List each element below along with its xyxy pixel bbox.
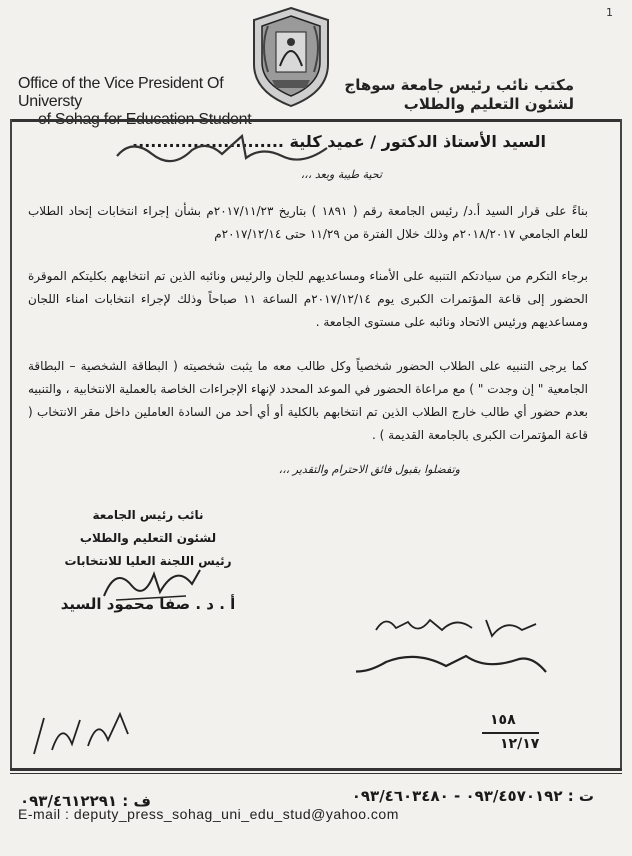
reference-stamp [482,712,539,752]
signature-committee: رئيس اللجنة العليا للانتخابات [64,554,232,568]
header-en-line2: of Sohag for Education Student [38,111,252,128]
fax-number: ف : ٠٩٣/٤٦١٢٢٩١ [20,792,151,810]
handwritten-date [28,700,138,760]
handwritten-note [356,600,556,700]
header-ar-line1: مكتب نائب رئيس جامعة سوهاج [344,76,574,94]
page-mark: 1 [606,6,613,19]
closing-line: وتفضلوا بقبول فائق الاحترام والتقدير ،،، [278,463,460,476]
university-logo [248,6,334,108]
paragraph-decision: بناءً على قرار السيد أ.د/ رئيس الجامعة رقم ( ١٨٩١ ) بتاريخ ٢٠١٧/١١/٢٣م بشأن إجراء انتخابات إتحاد الطلاب للعام الجامعي ٢٠١٨/٢٠١٧م وذلك خلال الفترة من ١١/٢٩ حتى ٢٠١٧/١٢/١٤م [28,204,588,241]
signature-title: نائب رئيس الجامعة [92,508,204,522]
paragraph-instructions: كما يرجى التنبيه على الطلاب الحضور شخصياً وكل طالب معه ما يثبت شخصيته ( البطاقة الشخصية – البطاقة الجامعية " إن وجدت " ) مع مراعاة الحضور في الموعد المحدد لإنهاء الإجراءات الخاصة بالعملية الانتخابية ، والتنبيه بعدم حضور أي طالب خارج الطلاب الذين تم انتخابهم بالكلية أو أي أحد من السادة العاملين داخل مقر الانتخاب ( قاعة المؤتمرات الكبرى بالجامعة القديمة ) . [28,359,588,442]
salutation: السيد الأستاذ الدكتور / عميد كلية ......................... [132,132,546,151]
reference-number: ١٥٨ [490,712,516,728]
frame-bottom-rule [10,768,622,771]
email-address[interactable]: E-mail : deputy_press_sohag_uni_edu_stud@yahoo.com [18,806,399,822]
signatory-name: أ . د . صفا محمود السيد [60,595,236,613]
header-ar-line2: لشئون التعليم والطلاب [403,95,574,113]
signature-office: لشئون التعليم والطلاب [79,531,217,545]
frame-bottom-rule-thin [10,773,622,774]
frame-left-rule [10,119,12,769]
header-en-line1: Office of the Vice President Of Universty [18,75,224,110]
frame-right-rule [620,119,622,769]
header-arabic [344,76,574,114]
handwritten-faculty-name [112,128,332,168]
greeting: تحية طيبة وبعد ،،، [300,168,382,181]
paragraph-request: برجاء التكرم من سيادتكم التنبيه على الأمناء ومساعديهم للجان والرئيس ونائبه الذين تم انتخابهم بكليتكم الموقرة الحضور إلى قاعة المؤتمرات الكبرى يوم ٢٠١٧/١٢/١٤م الساعة ١١ صباحاً وذلك لإجراء انتخابات امناء اللجان ومساعديهم ورئيس الاتحاد ونائبه على مستوى الجامعة . [28,269,588,329]
reference-date: ١٢/١٧ [482,732,539,752]
handwritten-signature [96,556,206,606]
telephone-numbers: ت : ٠٩٣/٤٥٧٠١٩٢ - ٠٩٣/٤٦٠٣٤٨٠ [351,787,594,805]
frame-top-rule [10,119,622,122]
